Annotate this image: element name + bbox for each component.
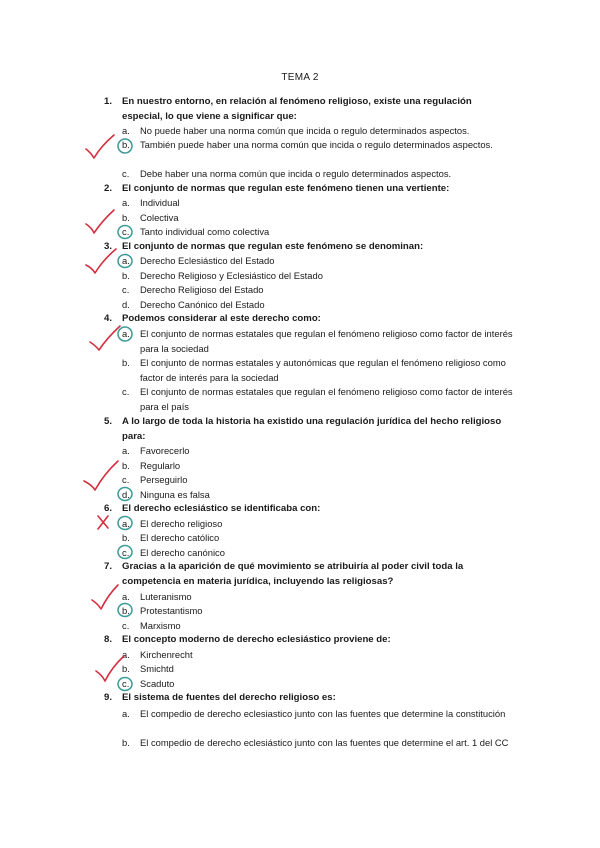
question-2 (104, 182, 514, 197)
question-1 (104, 95, 514, 124)
question-number: 3. (104, 241, 113, 252)
question-number: 8. (104, 634, 113, 645)
question-number: 4. (104, 313, 113, 324)
question-text: Podemos considerar al este derecho como: (122, 313, 321, 324)
question-8 (104, 633, 514, 648)
option-4b[interactable]: b. El conjunto de normas estatales y autonómicas que regulan el fenómeno religioso como factor de interés para la sociedad (122, 357, 506, 383)
option-8c[interactable]: c. Scaduto (122, 678, 175, 689)
question-number: 7. (104, 561, 113, 572)
question-number: 5. (104, 416, 113, 427)
option-4c[interactable]: c. El conjunto de normas estatales que regulan el fenómeno religioso como factor de interés para el país (122, 386, 513, 412)
question-number: 9. (104, 692, 113, 703)
option-1b[interactable]: b. También puede haber una norma común que incida o regulo determinados aspectos. (122, 139, 493, 150)
question-9 (104, 691, 514, 706)
question-text: En nuestro entorno, en relación al fenómeno religioso, existe una regulación especial, lo que viene a significar que: (122, 96, 472, 122)
option-6c[interactable]: c. El derecho canónico (122, 547, 225, 558)
option-3d[interactable]: d. Derecho Canónico del Estado (122, 299, 265, 310)
question-text: Gracias a la aparición de qué movimiento se atribuiría al poder civil toda la competencia en materia jurídica, incluyendo las religiosas? (122, 561, 464, 587)
option-5a[interactable]: a. Favorecerlo (122, 445, 190, 456)
option-9a[interactable]: a. El compedio de derecho eclesiastico junto con las fuentes que determine la constitución (122, 708, 506, 719)
option-2b[interactable]: b. Colectiva (122, 212, 179, 223)
page-title: TEMA 2 (281, 72, 319, 83)
question-number: 6. (104, 503, 113, 514)
option-7a[interactable]: a. Luteranismo (122, 591, 192, 602)
question-text: El conjunto de normas que regulan este fenómeno tienen una vertiente: (122, 183, 450, 194)
cross-mark-icon (98, 516, 108, 529)
option-3a[interactable]: a. Derecho Eclesiástico del Estado (122, 255, 275, 266)
question-3 (104, 240, 514, 255)
question-text: El derecho eclesiástico se identificaba con: (122, 503, 321, 514)
option-7c[interactable]: c. Marxismo (122, 620, 181, 631)
option-8b[interactable]: b. Smichtd (122, 663, 174, 674)
option-7b[interactable]: b. Protestantismo (122, 605, 203, 616)
question-text: A lo largo de toda la historia ha existido una regulación jurídica del hecho religioso para: (122, 416, 502, 442)
question-6 (104, 502, 514, 517)
option-5d[interactable]: d. Ninguna es falsa (122, 489, 210, 500)
question-5 (104, 415, 514, 444)
option-5b[interactable]: b. Regularlo (122, 460, 181, 471)
check-mark-icon (96, 656, 124, 681)
option-6a[interactable]: a. El derecho religioso (122, 518, 223, 529)
question-7 (104, 560, 514, 589)
option-6b[interactable]: b. El derecho católico (122, 532, 220, 543)
option-1a[interactable]: a. No puede haber una norma común que incida o regulo determinados aspectos. (122, 125, 470, 136)
option-8a[interactable]: a. Kirchenrecht (122, 649, 193, 660)
check-mark-icon (86, 135, 114, 158)
option-5c[interactable]: c. Perseguirlo (122, 474, 188, 485)
option-1c[interactable]: c. Debe haber una norma común que incida o regulo determinados aspectos. (122, 168, 452, 179)
question-number: 2. (104, 183, 113, 194)
check-mark-icon (86, 210, 114, 233)
question-4 (104, 312, 514, 327)
question-number: 1. (104, 96, 113, 107)
option-3b[interactable]: b. Derecho Religioso y Eclesiástico del Estado (122, 270, 323, 281)
option-3c[interactable]: c. Derecho Religioso del Estado (122, 284, 264, 295)
check-mark-icon (90, 326, 120, 350)
option-2c[interactable]: c. Tanto individual como colectiva (122, 226, 270, 237)
option-4a[interactable]: a. El conjunto de normas estatales que regulan el fenómeno religioso como factor de interés para la sociedad (122, 328, 513, 354)
option-2a[interactable]: a. Individual (122, 197, 180, 208)
question-text: El conjunto de normas que regulan este fenómeno se denominan: (122, 241, 424, 252)
check-mark-icon (84, 461, 118, 490)
option-9b[interactable]: b. El compedio de derecho eclesiástico junto con las fuentes que determine el art. 1 del CC (122, 737, 509, 748)
question-text: El concepto moderno de derecho eclesiástico proviene de: (122, 634, 391, 645)
question-text: El sistema de fuentes del derecho religioso es: (122, 692, 336, 703)
